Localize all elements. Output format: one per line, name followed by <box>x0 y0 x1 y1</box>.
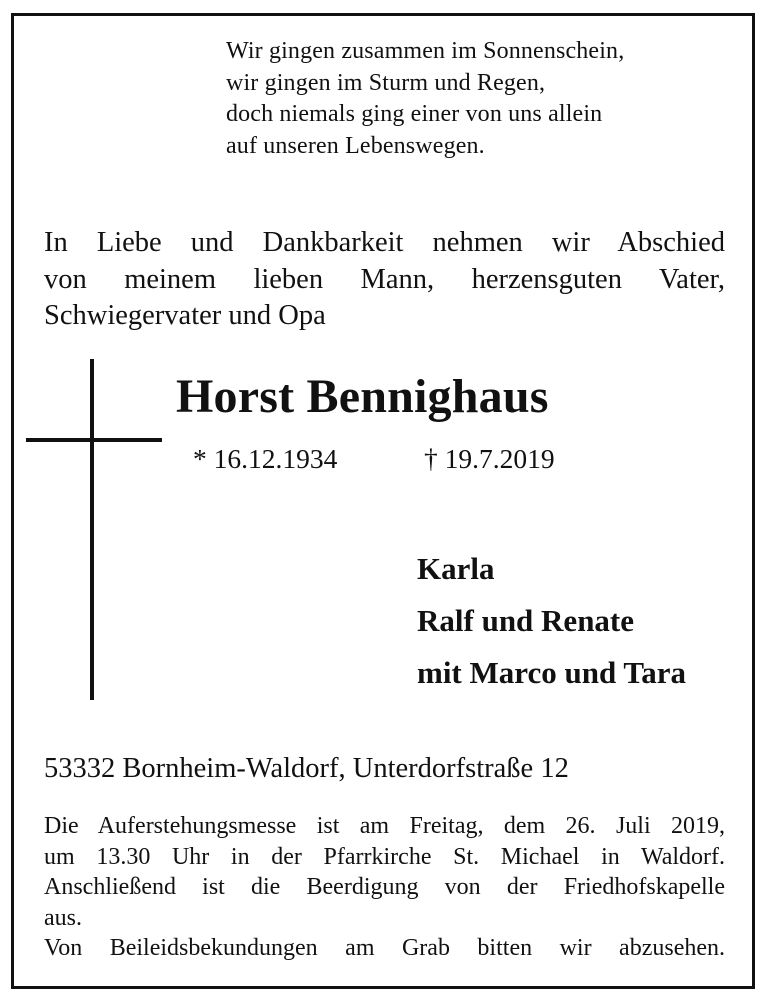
poem-line: wir gingen im Sturm und Regen, <box>226 69 546 96</box>
cross-icon-horizontal-bar <box>26 438 162 442</box>
funeral-notice <box>44 811 725 964</box>
address: 53332 Bornheim-Waldorf, Unterdorfstraße 12 <box>44 753 569 784</box>
birth-date: * 16.12.1934 <box>193 443 338 474</box>
death-date: † 19.7.2019 <box>424 443 555 474</box>
notice-line: aus. <box>44 904 82 931</box>
mourner-line: mit Marco und Tara <box>417 655 686 690</box>
mourners <box>417 543 686 699</box>
mourner-line: Ralf und Renate <box>417 603 635 638</box>
poem-line: doch niemals ging einer von uns allein <box>226 101 603 127</box>
notice-line: Die Auferstehungsmesse ist am Freitag, dem 26. Juli 2019, <box>44 813 725 839</box>
cross-icon-vertical-bar <box>90 359 94 700</box>
notice-line: Anschließend ist die Beerdigung von der Friedhofskapelle <box>44 874 725 900</box>
farewell-line: von meinem lieben Mann, herzensguten Vater, <box>44 263 725 295</box>
poem-line: auf unseren Lebenswegen. <box>226 132 485 159</box>
notice-line: um 13.30 Uhr in der Pfarrkirche St. Michael in Waldorf. <box>44 843 725 870</box>
notice-line: Von Beileidsbekundungen am Grab bitten wir abzusehen. <box>44 935 725 961</box>
poem <box>226 36 624 162</box>
poem-line: Wir gingen zusammen im Sonnenschein, <box>226 38 625 64</box>
mourner-line: Karla <box>417 551 495 586</box>
farewell-text <box>44 225 725 335</box>
deceased-name: Horst Bennighaus <box>176 370 549 423</box>
farewell-line: Schwiegervater und Opa <box>44 300 326 331</box>
farewell-line: In Liebe und Dankbarkeit nehmen wir Abschied <box>44 227 725 258</box>
